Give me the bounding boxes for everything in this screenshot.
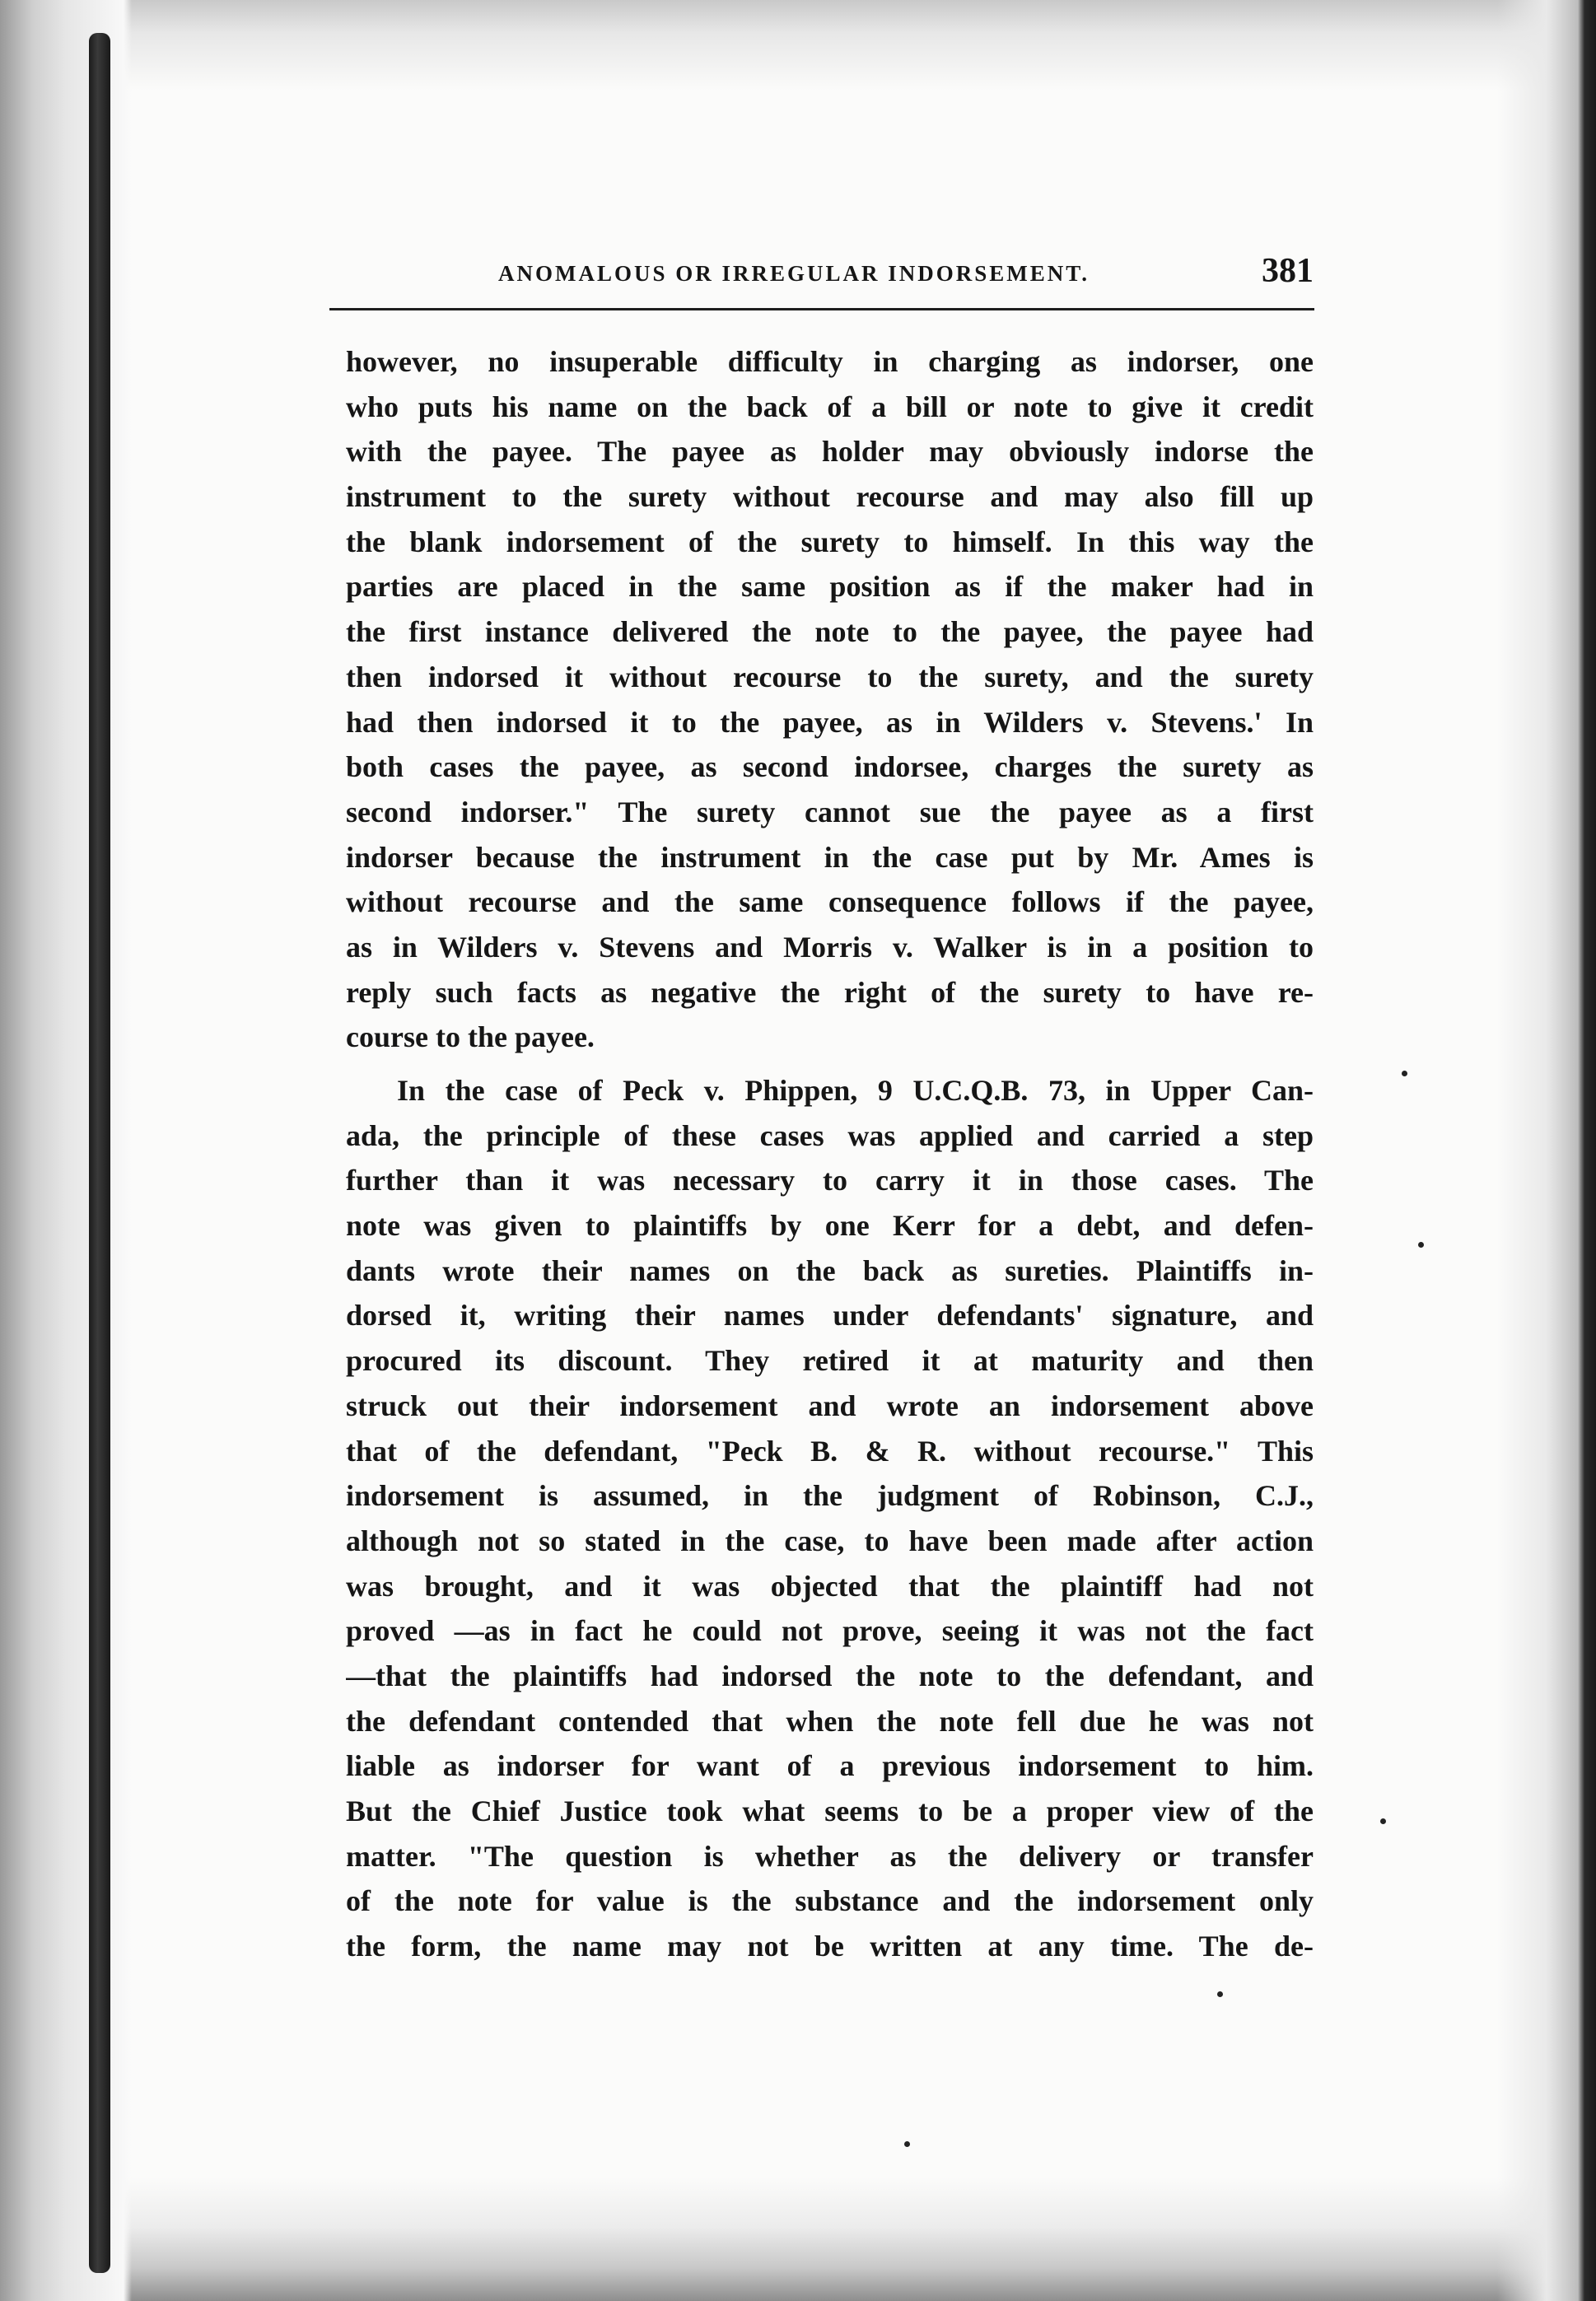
text-line: had then indorsed it to the payee, as in Wilders v. Stevens.' In xyxy=(346,705,1314,739)
text-line: that of the defendant, "Peck B. & R. without recourse." This xyxy=(346,1434,1314,1468)
page-header xyxy=(346,251,1314,292)
page-top-shadow xyxy=(0,0,1596,91)
paragraph-2 xyxy=(346,1068,1314,1969)
text-line: In the case of Peck v. Phippen, 9 U.C.Q.B. 73, in Upper Can- xyxy=(397,1074,1314,1107)
scan-speck xyxy=(1418,1242,1424,1248)
text-line: with the payee. The payee as holder may obviously indorse the xyxy=(346,435,1314,469)
text-line: note was given to plaintiffs by one Kerr for a debt, and defen- xyxy=(346,1209,1314,1243)
page-right-edge xyxy=(1497,0,1596,2301)
scan-speck xyxy=(1402,1071,1407,1076)
header-rule xyxy=(329,308,1314,310)
paragraph-gap xyxy=(346,1060,1314,1068)
text-line: as in Wilders v. Stevens and Morris v. Walker is in a position to xyxy=(346,930,1314,964)
text-line: dorsed it, writing their names under defendants' signature, and xyxy=(346,1299,1314,1333)
text-line: —that the plaintiffs had indorsed the note to the defendant, and xyxy=(346,1659,1314,1692)
text-line: course to the payee. xyxy=(346,1020,595,1054)
text-line: however, no insuperable difficulty in charging as indorser, one xyxy=(346,345,1314,378)
text-line: who puts his name on the back of a bill or note to give it credit xyxy=(346,390,1314,423)
text-line: the defendant contended that when the note fell due he was not xyxy=(346,1704,1314,1738)
text-line: although not so stated in the case, to have been made after action xyxy=(346,1524,1314,1557)
page-number: 381 xyxy=(1262,252,1314,290)
text-line: the blank indorsement of the surety to himself. In this way the xyxy=(346,525,1314,558)
text-line: liable as indorser for want of a previous indorsement to him. xyxy=(346,1749,1314,1783)
text-line: both cases the payee, as second indorsee, charges the surety as xyxy=(346,750,1314,784)
scan-speck xyxy=(904,2141,910,2147)
scan-speck xyxy=(1217,1991,1223,1997)
book-gutter-edge xyxy=(89,33,110,2273)
paragraph-1 xyxy=(346,339,1314,1060)
body-text xyxy=(346,339,1314,1969)
text-line: second indorser." The surety cannot sue the payee as a first xyxy=(346,795,1314,828)
text-line: But the Chief Justice took what seems to be a proper view of the xyxy=(346,1795,1314,1827)
text-line: instrument to the surety without recourse and may also fill up xyxy=(346,480,1314,514)
text-line: procured its discount. They retired it at maturity and then xyxy=(346,1344,1314,1378)
running-head: ANOMALOUS OR IRREGULAR INDORSEMENT. xyxy=(498,261,1090,286)
text-line: parties are placed in the same position as if the maker had in xyxy=(346,570,1314,604)
text-line: ada, the principle of these cases was applied and carried a step xyxy=(346,1118,1314,1152)
text-line: of the note for value is the substance and the indorsement only xyxy=(346,1884,1314,1918)
text-line: matter. "The question is whether as the delivery or transfer xyxy=(346,1839,1314,1873)
scan-speck xyxy=(1380,1818,1386,1824)
text-line: proved —as in fact he could not prove, seeing it was not the fact xyxy=(346,1614,1314,1648)
text-line: dants wrote their names on the back as sureties. Plaintiffs in- xyxy=(346,1253,1314,1287)
text-line: was brought, and it was objected that the plaintiff had not xyxy=(346,1569,1314,1603)
book-spine-shadow xyxy=(0,0,132,2301)
text-line: the first instance delivered the note to the payee, the payee had xyxy=(346,615,1314,649)
page-bottom-shadow xyxy=(0,2177,1596,2301)
text-line: indorser because the instrument in the case put by Mr. Ames is xyxy=(346,840,1314,874)
text-line: reply such facts as negative the right of the surety to have re- xyxy=(346,975,1314,1009)
text-line: indorsement is assumed, in the judgment of Robinson, C.J., xyxy=(346,1479,1314,1513)
text-line: struck out their indorsement and wrote an indorsement above xyxy=(346,1389,1314,1422)
text-line: the form, the name may not be written at any time. The de- xyxy=(346,1930,1314,1963)
text-line: without recourse and the same consequence follows if the payee, xyxy=(346,885,1314,919)
text-line: then indorsed it without recourse to the surety, and the surety xyxy=(346,660,1314,693)
text-line: further than it was necessary to carry it in those cases. The xyxy=(346,1164,1314,1197)
